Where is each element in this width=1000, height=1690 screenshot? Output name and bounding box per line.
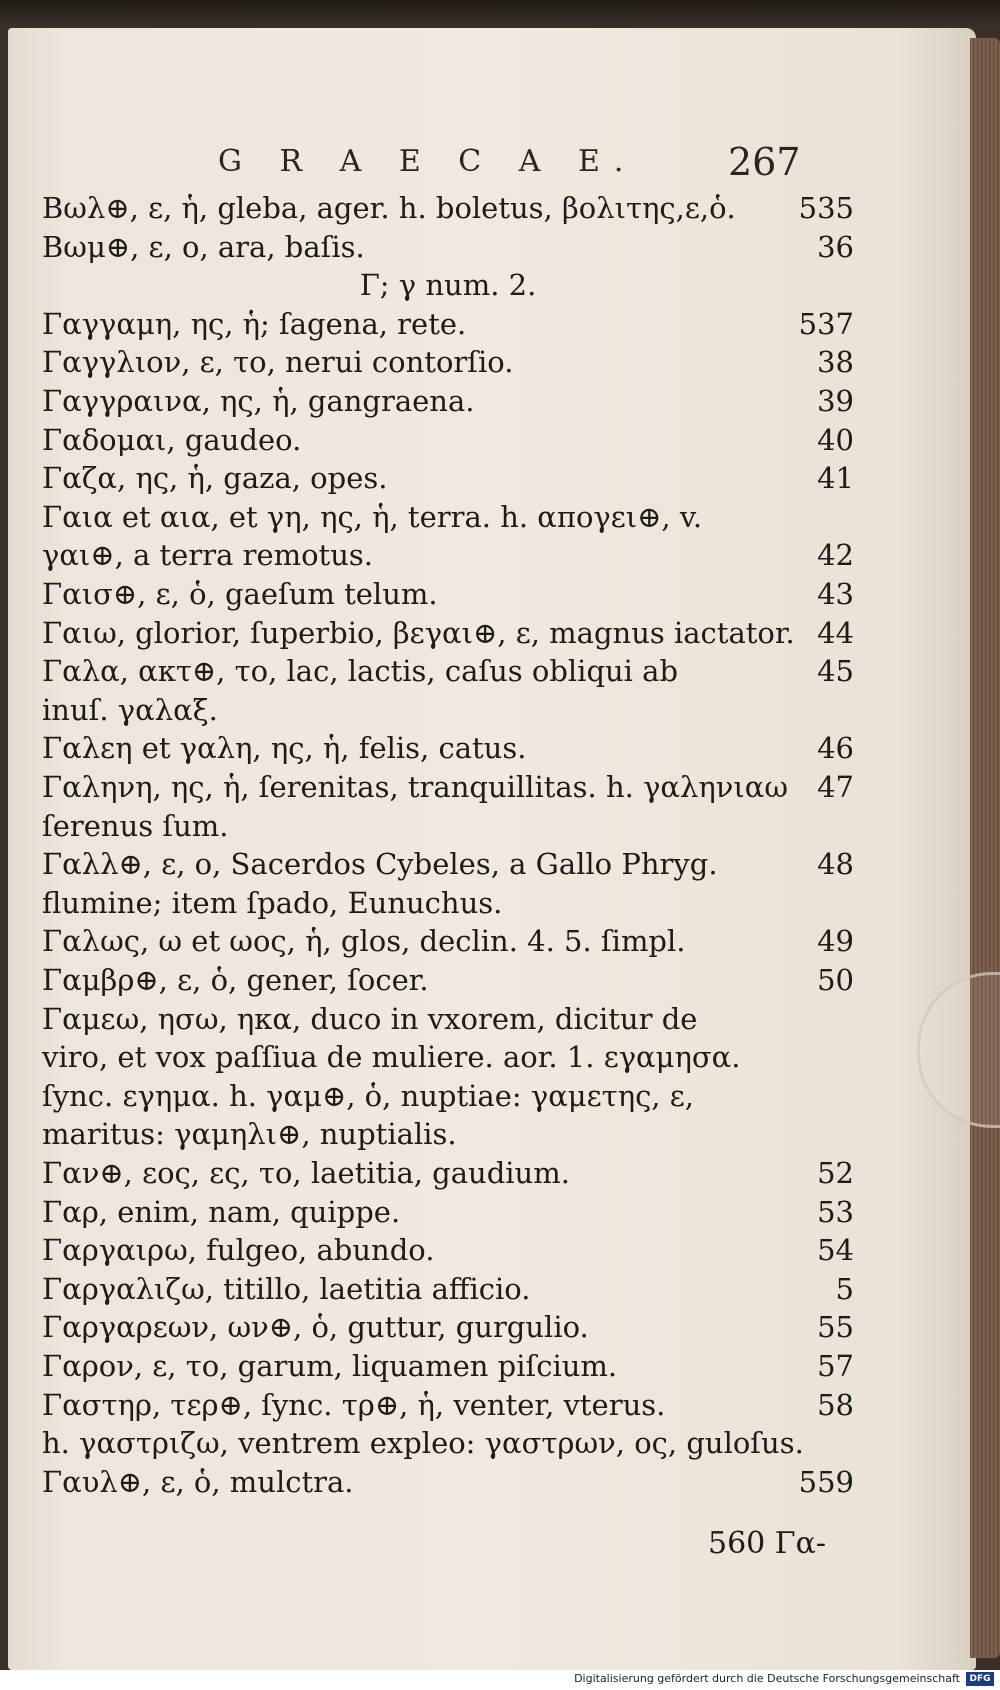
entry-line [42,383,854,419]
entry-text: Γαισ⊕, ε, ὁ, gaeſum telum. [42,577,438,611]
entry-number: 54 [817,1233,854,1268]
running-head: G R A E C A E. [218,144,638,179]
entry-line [42,1464,854,1500]
entry-number: 42 [817,538,854,573]
entry-line [42,1348,854,1384]
entry-line [42,306,854,342]
entry-line [42,962,854,998]
entry-text: h. γαστριζω, ventrem expleo: γαστρων, ος, guloſus. [42,1426,804,1461]
entry-text: Γαλεη et γαλη, ης, ἡ, felis, catus. [42,731,527,766]
entry-text: Γαυλ⊕, ε, ὁ, mulctra. [42,1464,354,1499]
entry-number: 36 [817,229,854,264]
entry-text: Γαρον, ε, το, garum, liquamen piſcium. [42,1349,618,1383]
entry-number: 44 [817,615,854,650]
catchword: 560 Γα- [708,1526,827,1561]
entry-number: 48 [817,847,854,882]
entry-line [42,190,854,226]
entry-number: 57 [817,1349,854,1383]
footer-text: Digitalisierung gefördert durch die Deutsche Forschungsgemeinschaft [574,1672,960,1685]
entry-text: Γαργαλιζω, titillo, laetitia afficio. [42,1271,531,1306]
entry-text: maritus: γαμηλι⊕, nuptialis. [42,1117,457,1152]
entry-number: 41 [817,461,854,496]
entry-number: 38 [817,345,854,380]
entry-line [42,885,854,921]
entry-number: 5 [835,1271,854,1306]
entry-line [42,229,854,265]
entry-line [42,653,854,689]
entry-text: Γαργαρεων, ων⊕, ὁ, guttur, gurgulio. [42,1310,589,1345]
entry-text: Γαζα, ης, ἡ, gaza, opes. [42,461,388,496]
entry-text: flumine; item ſpado, Eunuchus. [42,885,503,920]
entry-line [42,923,854,959]
footer-bar [0,1670,1000,1690]
entry-number: 535 [798,191,854,225]
entry-text: Γαργαιρω, fulgeo, abundo. [42,1233,435,1268]
entry-number: 53 [817,1194,854,1229]
entry-text: Γαγγλιον, ε, το, nerui contorſio. [42,345,514,380]
entry-line [42,460,854,496]
entry-number: 58 [817,1387,854,1422]
entry-line [42,769,854,805]
book-page [8,28,976,1670]
entry-line [42,1155,854,1191]
book-top-edge [0,0,1000,30]
entry-line [42,576,854,612]
entry-number: 537 [798,306,854,341]
entry-line [42,344,854,380]
entry-number: 47 [817,770,854,804]
entry-text: Βωμ⊕, ε, ο, ara, baſis. [42,229,365,264]
entry-number: 43 [817,577,854,611]
entry-line [42,1001,854,1037]
dfg-logo: DFG [966,1672,994,1686]
entry-line [42,1194,854,1230]
entry-text: Γαιω, glorior, ſuperbio, βεγαι⊕, ε, magnus iactator. [42,615,795,650]
entry-number: 49 [817,924,854,959]
entry-text: γαι⊕, a terra remotus. [42,538,373,573]
entry-text: Γαγγαμη, ης, ἡ; ſagena, rete. [42,306,467,341]
entry-text: Γαστηρ, τερ⊕, ſync. τρ⊕, ἡ, venter, vterus. [42,1387,666,1422]
entry-text: Γ; γ num. 2. [359,268,537,303]
entry-text: Γαμβρ⊕, ε, ὁ, gener, ſocer. [42,963,429,997]
entry-line [42,1309,854,1345]
entry-line [42,422,854,458]
entry-number: 50 [817,963,854,997]
entry-text: Γαγγραινα, ης, ἡ, gangraena. [42,384,475,418]
entry-number: 52 [817,1156,854,1190]
entry-text: ſerenus ſum. [42,808,229,843]
entry-text: ſync. εγημα. h. γαμ⊕, ὁ, nuptiae: γαμετης, ε, [42,1078,694,1113]
entry-line [42,1425,854,1461]
entry-line [42,615,854,651]
entry-line [42,537,854,573]
entry-text: Γαλλ⊕, ε, ο, Sacerdos Cybeles, a Gallo Phryg. [42,847,718,882]
entry-number: 40 [817,422,854,457]
page-number: 267 [728,140,801,184]
entry-line [42,1271,854,1307]
entry-text: Βωλ⊕, ε, ἡ, gleba, ager. h. boletus, βολιτης,ε,ὁ. [42,191,736,225]
entry-text: viro, et vox paſſiua de muliere. aor. 1. εγαμησα. [42,1040,741,1075]
entry-text: Γαλα, ακτ⊕, το, lac, lactis, caſus obliqui ab [42,654,679,689]
entry-line [42,1078,854,1114]
entry-text: Γαρ, enim, nam, quippe. [42,1194,401,1229]
entry-line [42,1232,854,1268]
entry-text: inuſ. γαλαξ. [42,692,218,727]
entry-text: Γαλως, ω et ωος, ἡ, glos, declin. 4. 5. ſimpl. [42,924,686,959]
entry-line [42,267,854,303]
entry-number: 46 [817,731,854,766]
entry-line [42,1039,854,1075]
entry-text: Γαμεω, ησω, ηκα, duco in vxorem, dicitur de [42,1001,698,1036]
entry-line [42,1387,854,1423]
entry-line [42,692,854,728]
entry-number: 45 [817,654,854,689]
entry-text: Γαδομαι, gaudeo. [42,422,302,457]
entry-line [42,499,854,535]
entry-line [42,730,854,766]
entry-number: 559 [798,1464,854,1499]
entry-number: 55 [817,1310,854,1345]
entry-text: Γαληνη, ης, ἡ, ſerenitas, tranquillitas. h. γαληνιαω [42,770,788,804]
entry-line [42,846,854,882]
entry-line [42,1116,854,1152]
entry-line [42,808,854,844]
entry-number: 39 [817,384,854,418]
entry-text: Γαια et αια, et γη, ης, ἡ, terra. h. απογει⊕, v. [42,499,703,534]
entry-text: Γαν⊕, εος, ες, το, laetitia, gaudium. [42,1156,570,1190]
page-edges [970,38,1000,1658]
